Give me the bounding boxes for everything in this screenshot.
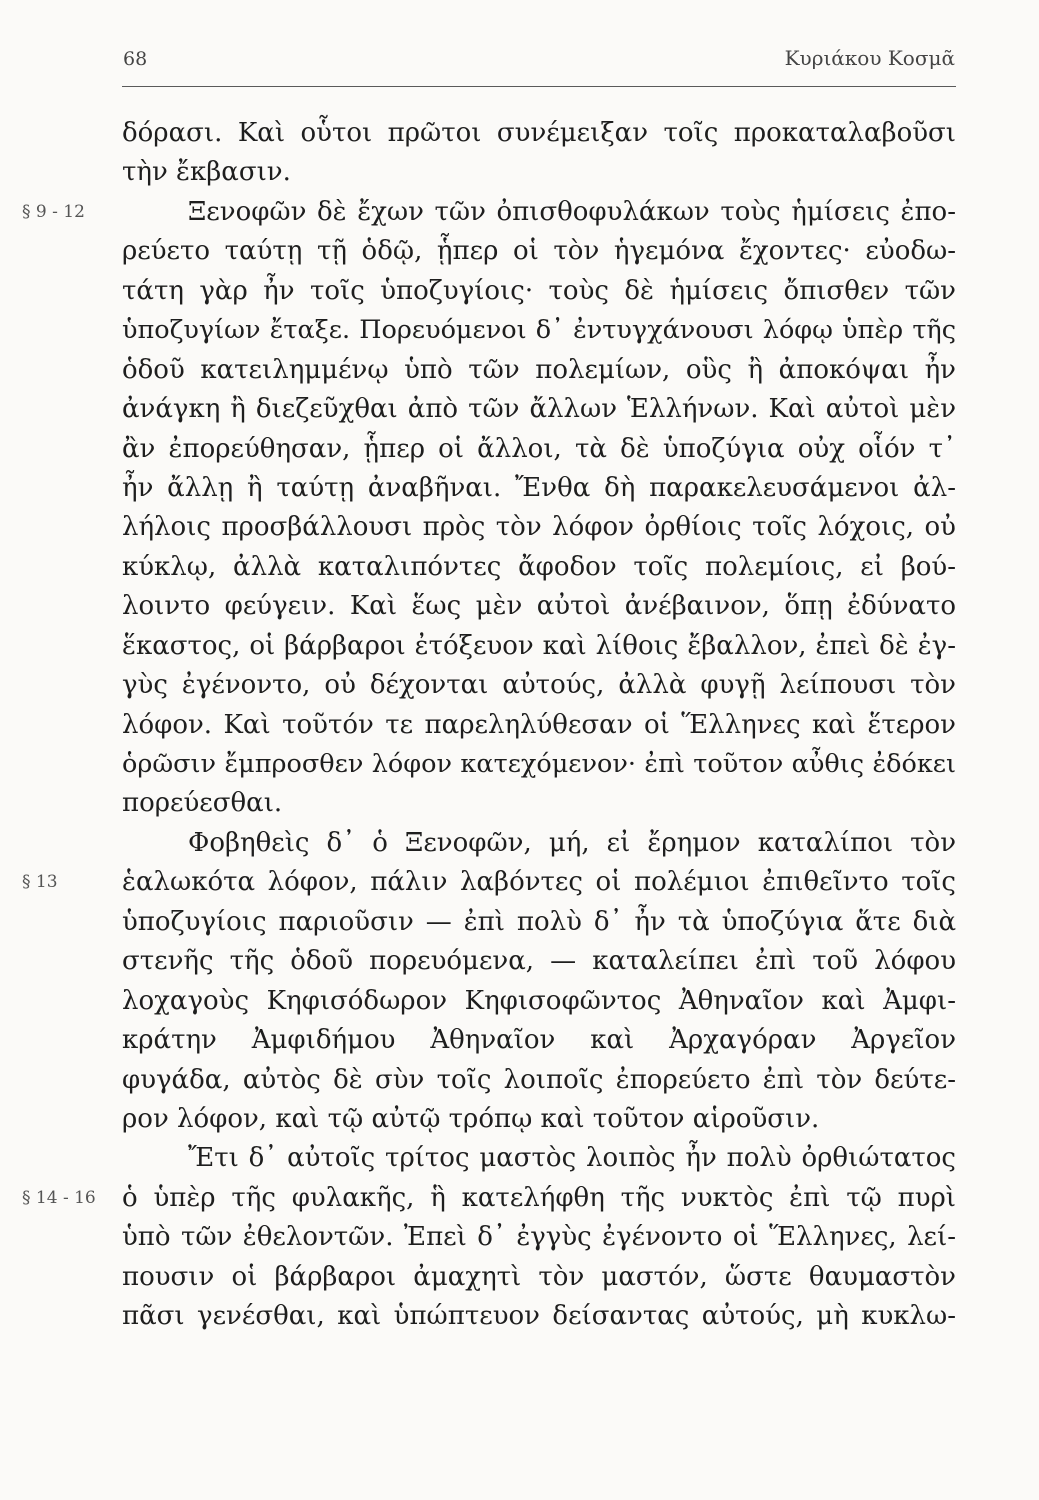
text-line: κράτην Ἀμφιδήμου Ἀθηναῖον καὶ Ἀρχαγόραν Ἀργεῖον <box>122 1025 956 1056</box>
text-line: πορεύεσθαι. <box>122 788 283 819</box>
text-line: κύκλῳ, ἀλλὰ καταλιπόντες ἄφοδον τοῖς πολεμίοις, εἰ βού- <box>122 551 956 582</box>
text-line: ὑπὸ τῶν ἐθελοντῶν. Ἐπεὶ δ᾽ ἐγγὺς ἐγένοντο οἱ Ἕλληνες, λεί- <box>122 1222 956 1253</box>
text-line: ρεύετο ταύτῃ τῇ ὁδῷ, ᾗπερ οἱ τὸν ἡγεμόνα ἔχοντες· εὐοδω- <box>122 236 956 267</box>
text-line: γὺς ἐγένοντο, οὐ δέχονται αὐτούς, ἀλλὰ φυγῇ λείπουσι τὸν <box>122 670 956 701</box>
text-line: ὁρῶσιν ἔμπροσθεν λόφον κατεχόμενον· ἐπὶ τοῦτον αὖθις ἐδόκει <box>122 749 956 779</box>
text-line: λήλοις προσβάλλουσι πρὸς τὸν λόφον ὀρθίοις τοῖς λόχοις, οὐ <box>122 512 956 543</box>
text-line: τάτη γὰρ ἦν τοῖς ὑποζυγίοις· τοὺς δὲ ἡμίσεις ὄπισθεν τῶν <box>122 275 956 306</box>
text-line: ὁ ὑπὲρ τῆς φυλακῆς, ἣ κατελήφθη τῆς νυκτὸς ἐπὶ τῷ πυρὶ <box>122 1182 956 1213</box>
text-line: ἑαλωκότα λόφον, πάλιν λαβόντες οἱ πολέμιοι ἐπιθεῖντο τοῖς <box>122 867 956 898</box>
header-rule <box>122 86 956 87</box>
text-line: ρον λόφον, καὶ τῷ αὐτῷ τρόπῳ καὶ τοῦτον αἱροῦσιν. <box>122 1103 820 1134</box>
page-number: 68 <box>123 48 148 70</box>
text-line: ἀνάγκη ἢ διεζεῦχθαι ἀπὸ τῶν ἄλλων Ἑλλήνων. Καὶ αὐτοὶ μὲν <box>122 394 956 425</box>
text-line: τὴν ἔκβασιν. <box>122 157 291 188</box>
section-marker: § 13 <box>22 872 58 892</box>
text-line: λόφον. Καὶ τοῦτόν τε παρεληλύθεσαν οἱ Ἕλληνες καὶ ἕτερον <box>122 709 956 740</box>
text-line: στενῆς τῆς ὁδοῦ πορευόμενα, — καταλείπει ἐπὶ τοῦ λόφου <box>122 946 956 977</box>
text-line: ἕκαστος, οἱ βάρβαροι ἐτόξευον καὶ λίθοις ἔβαλλον, ἐπεὶ δὲ ἐγ- <box>122 630 956 661</box>
section-marker: § 9 - 12 <box>22 202 85 222</box>
text-line: ἦν ἄλλῃ ἢ ταύτῃ ἀναβῆναι. Ἔνθα δὴ παρακελευσάμενοι ἀλ- <box>122 472 956 503</box>
text-line: πᾶσι γενέσθαι, καὶ ὑπώπτευον δείσαντας αὐτούς, μὴ κυκλω- <box>122 1301 956 1332</box>
text-line: ὑποζυγίων ἔταξε. Πορευόμενοι δ᾽ ἐντυγχάνουσι λόφῳ ὑπὲρ τῆς <box>122 315 956 346</box>
text-line: Ξενοφῶν δὲ ἔχων τῶν ὀπισθοφυλάκων τοὺς ἡμίσεις ἐπο- <box>188 196 956 227</box>
text-line: φυγάδα, αὐτὸς δὲ σὺν τοῖς λοιποῖς ἐπορεύετο ἐπὶ τὸν δεύτε- <box>122 1064 956 1095</box>
text-line: ἂν ἐπορεύθησαν, ᾗπερ οἱ ἄλλοι, τὰ δὲ ὑποζύγια οὐχ οἷόν τ᾽ <box>122 433 956 464</box>
text-line: ὁδοῦ κατειλημμένῳ ὑπὸ τῶν πολεμίων, οὓς ἢ ἀποκόψαι ἦν <box>122 354 956 385</box>
body-text <box>122 114 956 1337</box>
text-line: λοιντο φεύγειν. Καὶ ἕως μὲν αὐτοὶ ἀνέβαινον, ὅπῃ ἐδύνατο <box>122 591 956 622</box>
text-line: Φοβηθεὶς δ᾽ ὁ Ξενοφῶν, μή, εἰ ἔρημον καταλίποι τὸν <box>188 827 956 858</box>
running-head: Κυριάκου Κοσμᾶ <box>784 46 955 70</box>
text-line: πουσιν οἱ βάρβαροι ἀμαχητὶ τὸν μαστόν, ὥστε θαυμαστὸν <box>122 1261 956 1292</box>
text-line: λοχαγοὺς Κηφισόδωρον Κηφισοφῶντος Ἀθηναῖον καὶ Ἀμφι- <box>122 985 956 1016</box>
text-line: δόρασι. Καὶ οὗτοι πρῶτοι συνέμειξαν τοῖς προκαταλαβοῦσι <box>122 118 956 148</box>
text-line: ὑποζυγίοις παριοῦσιν — ἐπὶ πολὺ δ᾽ ἦν τὰ ὑποζύγια ἅτε διὰ <box>122 906 956 937</box>
section-marker: § 14 - 16 <box>22 1188 96 1208</box>
text-line: Ἔτι δ᾽ αὐτοῖς τρίτος μαστὸς λοιπὸς ἦν πολὺ ὀρθιώτατος <box>188 1143 956 1174</box>
